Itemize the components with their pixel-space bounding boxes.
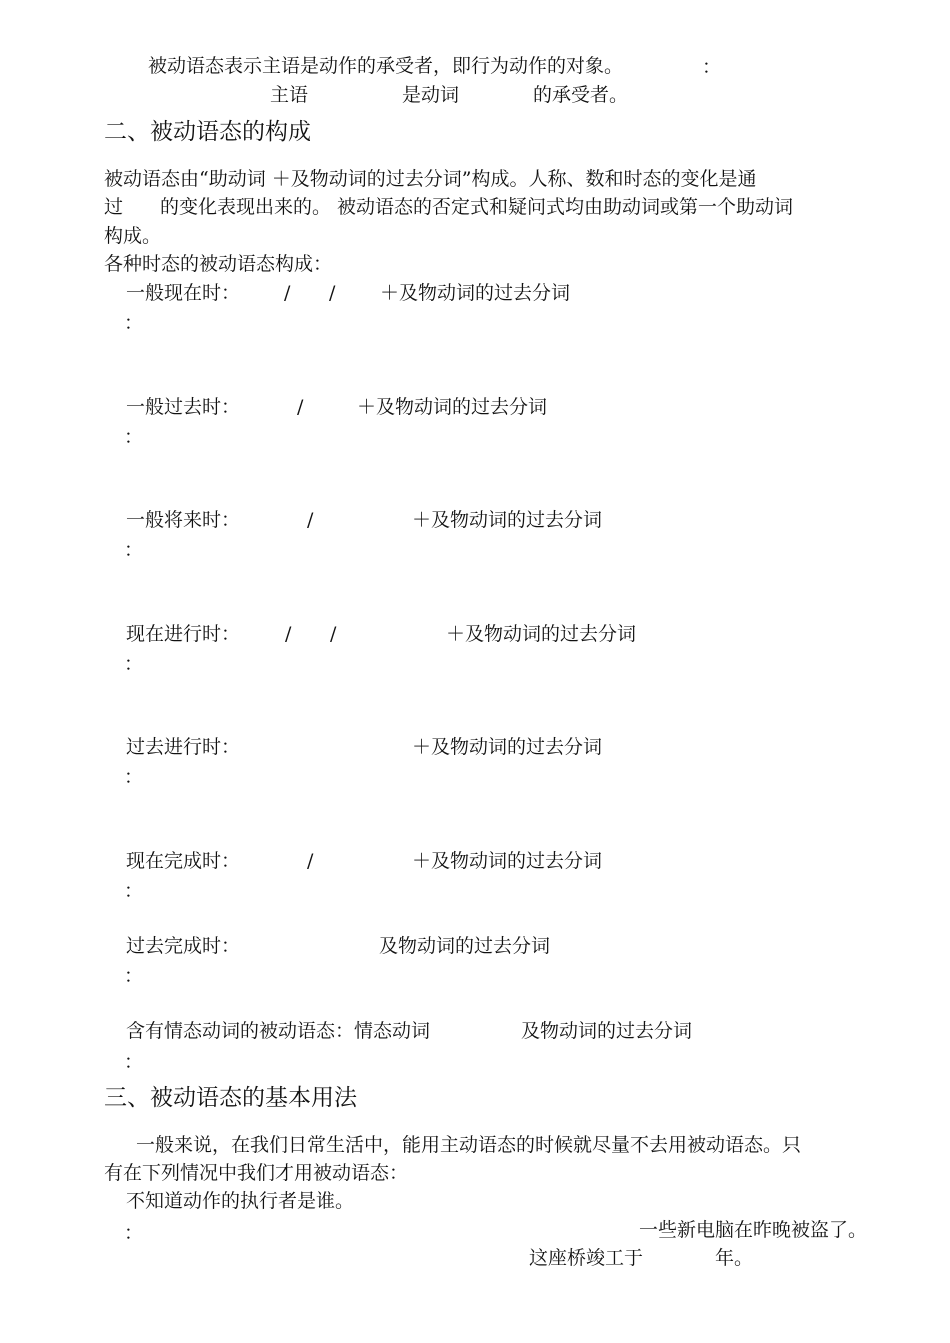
section-heading-usage: 三、被动语态的基本用法	[104, 1085, 357, 1111]
composition-para-line3: 构成。	[104, 225, 162, 247]
modal-passive-name: 含有情态动词的被动语态：情态动词	[126, 1020, 431, 1042]
tense-formula: ＋及物动词的过去分词	[357, 396, 548, 418]
tense-name: 现在进行时：	[126, 623, 241, 645]
tense-colon: ：	[124, 653, 144, 675]
tense-name: 一般过去时：	[126, 396, 241, 418]
tense-slash: /	[285, 623, 292, 645]
tense-slash: /	[307, 509, 314, 531]
modal-passive-colon: ：	[124, 1051, 144, 1073]
tense-formula: ＋及物动词的过去分词	[412, 736, 603, 758]
tense-colon: ：	[124, 965, 144, 987]
tense-colon: ：	[124, 880, 144, 902]
intro-subject: 主语	[270, 84, 309, 106]
composition-para-line1: 被动语态由“助动词 ＋及物动词的过去分词”构成。人称、数和时态的变化是通	[104, 168, 757, 190]
modal-passive-formula: 及物动词的过去分词	[521, 1020, 693, 1042]
tense-list-title: 各种时态的被动语态构成：	[104, 253, 333, 275]
tense-slash: /	[297, 396, 304, 418]
tense-name: 一般现在时：	[126, 282, 241, 304]
intro-verb: 是动词	[402, 84, 460, 106]
tense-name: 现在完成时：	[126, 850, 241, 872]
tense-slash: /	[284, 282, 291, 304]
usage-para-line2: 有在下列情况中我们才用被动语态：	[104, 1162, 409, 1184]
tense-slash: /	[307, 850, 314, 872]
tense-formula: ＋及物动词的过去分词	[412, 509, 603, 531]
intro-receiver: 的承受者。	[533, 84, 629, 106]
usage-case-unknown-agent: 不知道动作的执行者是谁。	[126, 1190, 355, 1212]
tense-formula: ＋及物动词的过去分词	[412, 850, 603, 872]
usage-para-line1: 一般来说，在我们日常生活中，能用主动语态的时候就尽量不去用被动语态。只	[136, 1134, 802, 1156]
example-sentence-2b: 年。	[715, 1247, 754, 1269]
tense-name: 一般将来时：	[126, 509, 241, 531]
composition-para-line2a: 过	[104, 196, 124, 218]
intro-colon: ：	[702, 56, 722, 78]
intro-definition: 被动语态表示主语是动作的承受者，即行为动作的对象。	[148, 55, 624, 77]
tense-formula: ＋及物动词的过去分词	[380, 282, 571, 304]
tense-name: 过去进行时：	[126, 736, 241, 758]
tense-slash: /	[329, 282, 336, 304]
tense-colon: ：	[124, 539, 144, 561]
tense-formula: ＋及物动词的过去分词	[446, 623, 637, 645]
tense-formula: 及物动词的过去分词	[379, 935, 551, 957]
tense-name: 过去完成时：	[126, 935, 241, 957]
composition-para-line2b: 的变化表现出来的。 被动语态的否定式和疑问式均由助动词或第一个助动词	[160, 196, 794, 218]
tense-colon: ：	[124, 426, 144, 448]
tense-slash: /	[330, 623, 337, 645]
tense-colon: ：	[124, 312, 144, 334]
usage-case-colon: ：	[124, 1222, 144, 1244]
section-heading-composition: 二、被动语态的构成	[104, 119, 311, 145]
example-sentence-2a: 这座桥竣工于	[529, 1247, 644, 1269]
tense-colon: ：	[124, 766, 144, 788]
example-sentence-1: 一些新电脑在昨晚被盗了。	[639, 1219, 868, 1241]
